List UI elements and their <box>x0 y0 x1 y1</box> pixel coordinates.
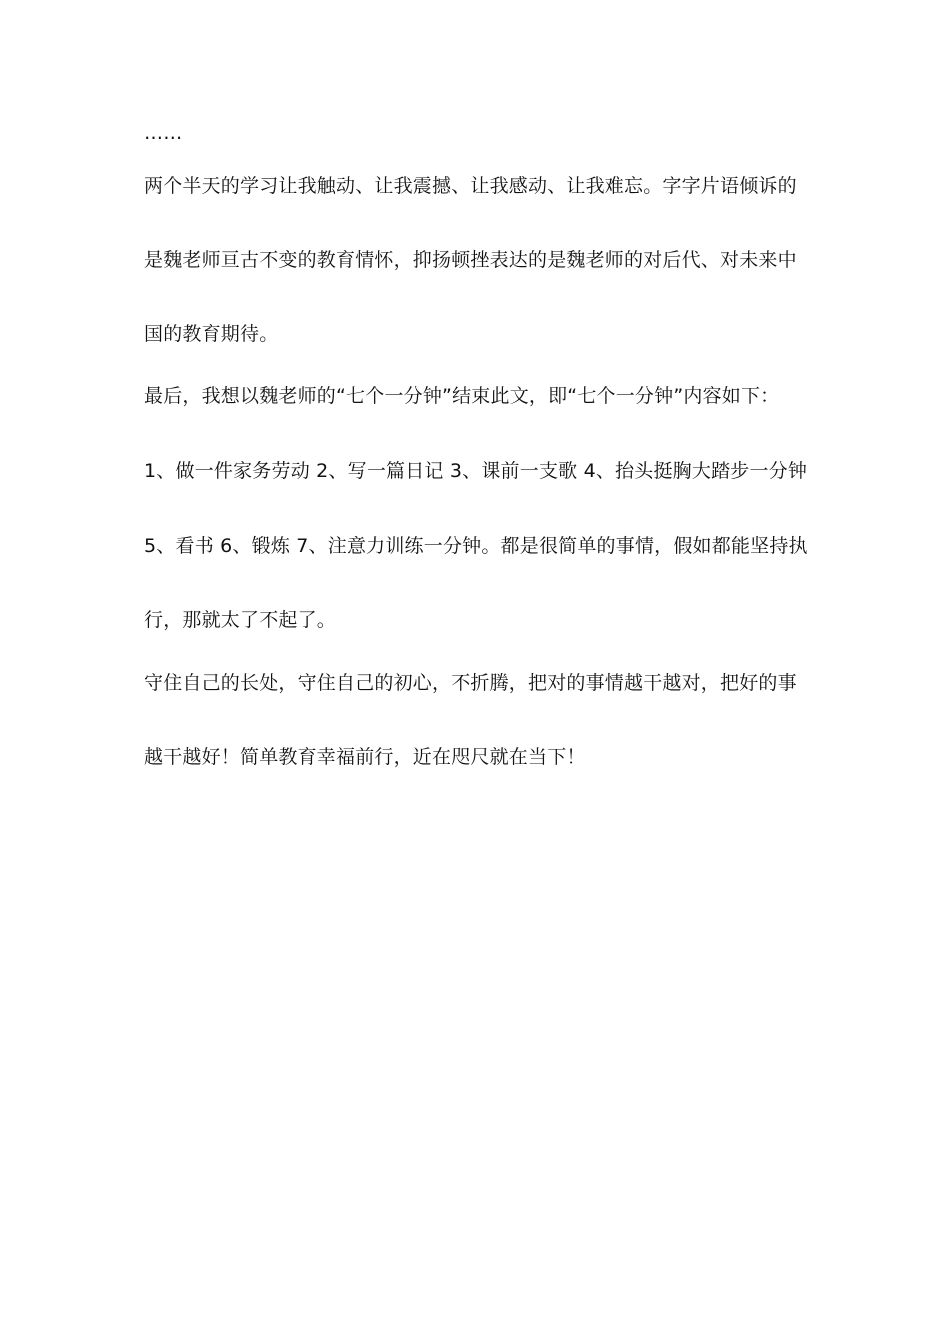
ellipsis-line: …… <box>144 122 183 144</box>
paragraph-line: 行，那就太了不起了。 <box>144 609 337 631</box>
paragraph-line: 两个半天的学习让我触动、让我震撼、让我感动、让我难忘。字字片语倾诉的 <box>144 175 797 197</box>
paragraph-line: 是魏老师亘古不变的教育情怀，抑扬顿挫表达的是魏老师的对后代、对未来中 <box>144 249 797 271</box>
paragraph-line: 5、看书 6、锻炼 7、注意力训练一分钟。都是很简单的事情，假如都能坚持执 <box>144 535 808 557</box>
paragraph-line: 越干越好！简单教育幸福前行，近在咫尺就在当下！ <box>144 746 586 768</box>
paragraph-line: 最后，我想以魏老师的“七个一分钟”结束此文，即“七个一分钟”内容如下： <box>144 385 780 407</box>
paragraph-line: 1、做一件家务劳动 2、写一篇日记 3、课前一支歌 4、抬头挺胸大踏步一分钟 <box>144 460 808 482</box>
paragraph-line: 国的教育期待。 <box>144 323 279 345</box>
paragraph-line: 守住自己的长处，守住自己的初心，不折腾，把对的事情越干越对，把好的事 <box>144 672 797 694</box>
